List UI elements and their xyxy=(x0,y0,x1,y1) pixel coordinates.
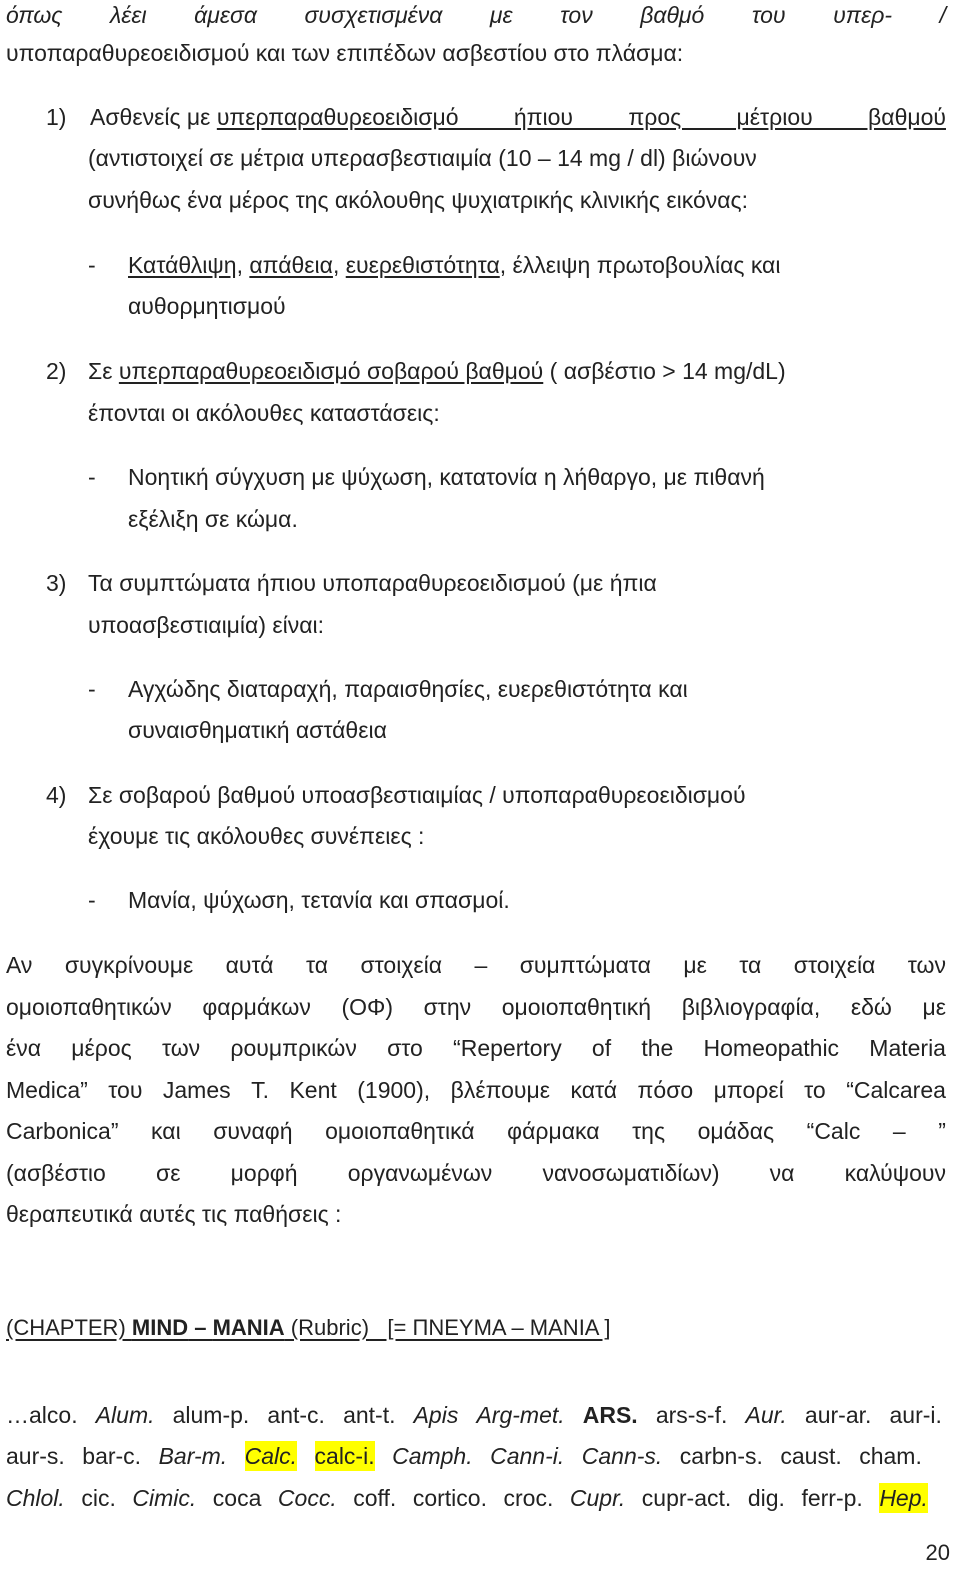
rubric-label: (Rubric) xyxy=(284,1315,370,1340)
paragraph-word: – xyxy=(892,1118,906,1144)
paragraph-word: σε xyxy=(156,1160,181,1186)
paragraph-word: στοιχεία xyxy=(793,952,876,978)
paragraph-word: αυτά xyxy=(225,952,274,978)
paragraph-word: Αν xyxy=(6,952,33,978)
item-1-dash: - xyxy=(88,252,96,278)
paragraph-word: συγκρίνουμε xyxy=(64,952,194,978)
remedy-abbreviation: cic. xyxy=(81,1485,116,1511)
remedy-abbreviation: ars-s-f. xyxy=(655,1402,728,1428)
paragraph-word: μπορεί xyxy=(713,1077,784,1103)
rubric-chapter: (CHAPTER) xyxy=(6,1315,132,1340)
item-3-line-2: υποασβεστιαιμία) είναι: xyxy=(88,612,325,638)
paragraph-line xyxy=(6,1116,946,1146)
intro-line-2-text: υποπαραθυρεοειδισμού και των επιπέδων ασβεστίου στο πλάσμα: xyxy=(6,40,684,66)
paragraph-word: ομοιοπαθητική xyxy=(501,994,652,1020)
remedy-abbreviation: bar-c. xyxy=(82,1443,142,1469)
remedy-line-1 xyxy=(6,1400,942,1430)
paragraph-word: με xyxy=(922,994,946,1020)
paragraph-word: βιβλιογραφία, xyxy=(681,994,821,1020)
remedy-abbreviation: aur-s. xyxy=(6,1443,65,1469)
intro-word: άμεσα xyxy=(194,2,257,28)
paragraph-word: ” xyxy=(938,1118,946,1144)
remedy-abbreviation: croc. xyxy=(503,1485,554,1511)
item-3-sub-line-1: Αγχώδης διαταραχή, παραισθησίες, ευερεθιστότητα και xyxy=(128,676,688,702)
remedy-abbreviation: Alum. xyxy=(95,1402,155,1428)
item-2-pre: Σε xyxy=(88,358,119,384)
remedy-abbreviation: Cann-s. xyxy=(581,1443,663,1469)
paragraph-word: (1900), xyxy=(357,1077,431,1103)
intro-word: υπερ- xyxy=(833,2,893,28)
paragraph-line xyxy=(6,992,946,1022)
item-1-line-1 xyxy=(90,102,946,132)
paragraph-word: – xyxy=(474,952,488,978)
item-2-dash: - xyxy=(88,464,96,490)
paragraph-word: νανοσωματιδίων) xyxy=(542,1160,720,1186)
symptom-depression-link[interactable]: Κατάθλιψη xyxy=(128,252,237,278)
remedy-abbreviation: cortico. xyxy=(412,1485,487,1511)
item-4-sub-line-1: Μανία, ψύχωση, τετανία και σπασμοί. xyxy=(128,887,510,913)
item-4-line-2: έχουμε τις ακόλουθες συνέπειες : xyxy=(88,823,425,849)
paragraph-line xyxy=(6,1033,946,1063)
paragraph-word: με xyxy=(683,952,707,978)
paragraph-word: πόσο xyxy=(637,1077,694,1103)
intro-word: βαθμό xyxy=(640,2,705,28)
paragraph-word: καλύψουν xyxy=(844,1160,946,1186)
paragraph-word: μορφή xyxy=(230,1160,298,1186)
intro-line-2 xyxy=(6,38,683,68)
paragraph-line xyxy=(6,1075,946,1105)
item-1-link[interactable]: υπερπαραθυρεοειδισμό ήπιου προς μέτριου βαθμού xyxy=(216,104,946,130)
paragraph-word: συναφή xyxy=(213,1118,293,1144)
paragraph-word: ρουμπρικών xyxy=(230,1035,357,1061)
remedy-abbreviation: ARS. xyxy=(582,1402,638,1428)
paragraph-word: ένα xyxy=(6,1035,42,1061)
paragraph-word: βλέπουμε xyxy=(450,1077,551,1103)
paragraph-word: να xyxy=(769,1160,795,1186)
paragraph-word: φάρμακα xyxy=(507,1118,600,1144)
rubric-mind: MIND xyxy=(131,1315,189,1340)
paragraph-word: στοιχεία xyxy=(360,952,443,978)
paragraph-word: τα xyxy=(739,952,762,978)
remedy-abbreviation: Cann-i. xyxy=(490,1443,565,1469)
page-number: 20 xyxy=(925,1540,950,1565)
item-1-line-3: συνήθως ένα μέρος της ακόλουθης ψυχιατρικής κλινικής εικόνας: xyxy=(88,187,749,213)
intro-word: λέει xyxy=(109,2,147,28)
remedy-line-2 xyxy=(6,1441,922,1471)
intro-word: συσχετισμένα xyxy=(304,2,443,28)
item-2-line-2: έπονται οι ακόλουθες καταστάσεις: xyxy=(88,400,440,426)
paragraph-word: της xyxy=(632,1118,666,1144)
rubric-dash: – xyxy=(188,1315,213,1340)
paragraph-line xyxy=(6,1158,946,1188)
paragraph-word: του xyxy=(108,1077,143,1103)
paragraph-word: εδώ xyxy=(850,994,892,1020)
intro-word: του xyxy=(751,2,786,28)
paragraph-word: των xyxy=(161,1035,201,1061)
remedy-abbreviation: Camph. xyxy=(392,1443,473,1469)
paragraph-word: Medica” xyxy=(6,1077,88,1103)
remedy-abbreviation: cham. xyxy=(859,1443,922,1469)
paragraph-word: στην xyxy=(423,994,472,1020)
remedy-abbreviation: Chlol. xyxy=(6,1485,65,1511)
remedy-abbreviation: coca xyxy=(212,1485,262,1511)
paragraph-word: ομοιοπαθητικών xyxy=(6,994,172,1020)
item-2-line-1 xyxy=(88,356,786,386)
paragraph-word: τα xyxy=(305,952,329,978)
remedy-abbreviation: Arg-met. xyxy=(476,1402,565,1428)
item-4-number: 4) xyxy=(46,782,67,808)
remedy-abbreviation: coff. xyxy=(353,1485,397,1511)
paragraph-word: οργανωμένων xyxy=(347,1160,493,1186)
remedy-abbreviation: calc-i. xyxy=(314,1443,375,1469)
remedy-abbreviation: Aur. xyxy=(745,1402,787,1428)
remedy-abbreviation: ant-t. xyxy=(343,1402,396,1428)
item-4-dash: - xyxy=(88,887,96,913)
paragraph-word: μέρος xyxy=(71,1035,132,1061)
paragraph-word: φαρμάκων xyxy=(202,994,311,1020)
remedy-abbreviation: …alco. xyxy=(6,1402,78,1428)
paragraph-word: και xyxy=(151,1118,181,1144)
remedy-abbreviation: caust. xyxy=(780,1443,842,1469)
symptom-irritability-link[interactable]: ευερεθιστότητα xyxy=(345,252,500,278)
paragraph-word: των xyxy=(907,952,946,978)
paragraph-word: T. xyxy=(251,1077,269,1103)
item-2-post: ( ασβέστιο > 14 mg/dL) xyxy=(543,358,786,384)
remedy-abbreviation: Cupr. xyxy=(569,1485,626,1511)
paragraph-word: (ΟΦ) xyxy=(341,994,393,1020)
item-3-dash: - xyxy=(88,676,96,702)
item-1-line-2: (αντιστοιχεί σε μέτρια υπερασβεστιαιμία (10 – 14 mg / dl) βιώνουν xyxy=(88,145,757,171)
paragraph-word: James xyxy=(162,1077,231,1103)
paragraph-word: (ασβέστιο xyxy=(6,1160,106,1186)
paragraph-word: στο xyxy=(387,1035,423,1061)
remedy-abbreviation: Bar-m. xyxy=(158,1443,228,1469)
item-2-sub-line-2: εξέλιξη σε κώμα. xyxy=(128,506,298,532)
paragraph-word: “Calc xyxy=(806,1118,861,1144)
item-3-number: 3) xyxy=(46,570,67,596)
remedy-abbreviation: Cimic. xyxy=(132,1485,197,1511)
remedy-abbreviation: cupr-act. xyxy=(641,1485,732,1511)
remedy-abbreviation: carbn-s. xyxy=(679,1443,763,1469)
paragraph-word: ομοιοπαθητικά xyxy=(325,1118,475,1144)
intro-line-1 xyxy=(6,0,946,30)
remedy-line-3 xyxy=(6,1483,928,1513)
paragraph-word: the xyxy=(641,1035,674,1061)
intro-word: / xyxy=(939,2,946,28)
remedy-abbreviation: aur-i. xyxy=(889,1402,942,1428)
item-2-link[interactable]: υπερπαραθυρεοειδισμό σοβαρού βαθμού xyxy=(118,358,544,384)
paragraph-word: ομάδας xyxy=(697,1118,775,1144)
paragraph-word: “Calcarea xyxy=(846,1077,946,1103)
item-1-pre: Ασθενείς με xyxy=(90,104,217,130)
item-1-number: 1) xyxy=(46,104,67,130)
paragraph-last-line: θεραπευτικά αυτές τις παθήσεις : xyxy=(6,1201,342,1227)
rubric-mania: MANIA xyxy=(212,1315,285,1340)
remedy-abbreviation: Apis xyxy=(413,1402,459,1428)
rubric-heading xyxy=(6,1313,611,1343)
remedy-abbreviation: Cocc. xyxy=(277,1485,337,1511)
item-1-sub-line-2: αυθορμητισμού xyxy=(128,293,286,319)
paragraph-word: κατά xyxy=(570,1077,618,1103)
sep-2: , xyxy=(332,252,346,278)
paragraph-word: το xyxy=(804,1077,826,1103)
intro-word: τον xyxy=(560,2,593,28)
item-1-sub-rest: , έλλειψη πρωτοβουλίας και xyxy=(499,252,781,278)
remedy-abbreviation: Hep. xyxy=(879,1485,928,1511)
item-2-sub-line-1: Νοητική σύγχυση με ψύχωση, κατατονία η λήθαργο, με πιθανή xyxy=(128,464,765,490)
paragraph-word: “Repertory xyxy=(453,1035,562,1061)
remedy-abbreviation: dig. xyxy=(747,1485,785,1511)
remedy-abbreviation: ferr-p. xyxy=(801,1485,863,1511)
paragraph-word: of xyxy=(591,1035,612,1061)
intro-word: όπως xyxy=(6,2,63,28)
paragraph-line xyxy=(6,950,946,980)
remedy-abbreviation: alum-p. xyxy=(172,1402,250,1428)
item-3-line-1: Τα συμπτώματα ήπιου υποπαραθυρεοειδισμού (με ήπια xyxy=(88,570,657,596)
paragraph-word: Homeopathic xyxy=(703,1035,840,1061)
paragraph-word: Materia xyxy=(869,1035,946,1061)
item-3-sub-line-2: συναισθηματική αστάθεια xyxy=(128,717,387,743)
sep-1: , xyxy=(236,252,250,278)
paragraph-word: συμπτώματα xyxy=(519,952,651,978)
item-2-number: 2) xyxy=(46,358,67,384)
item-1-sub-line-1 xyxy=(128,250,780,280)
remedy-abbreviation: aur-ar. xyxy=(804,1402,872,1428)
paragraph-word: Carbonica” xyxy=(6,1118,119,1144)
paragraph-word: Kent xyxy=(289,1077,337,1103)
intro-word: με xyxy=(489,2,513,28)
remedy-abbreviation: ant-c. xyxy=(267,1402,325,1428)
rubric-greek: [= ΠΝΕΥΜΑ – ΜΑΝΙΑ ] xyxy=(369,1315,611,1340)
item-4-line-1: Σε σοβαρού βαθμού υποασβεστιαιμίας / υποπαραθυρεοειδισμού xyxy=(88,782,746,808)
remedy-abbreviation: Calc. xyxy=(244,1443,298,1469)
symptom-apathy-link[interactable]: απάθεια xyxy=(249,252,333,278)
